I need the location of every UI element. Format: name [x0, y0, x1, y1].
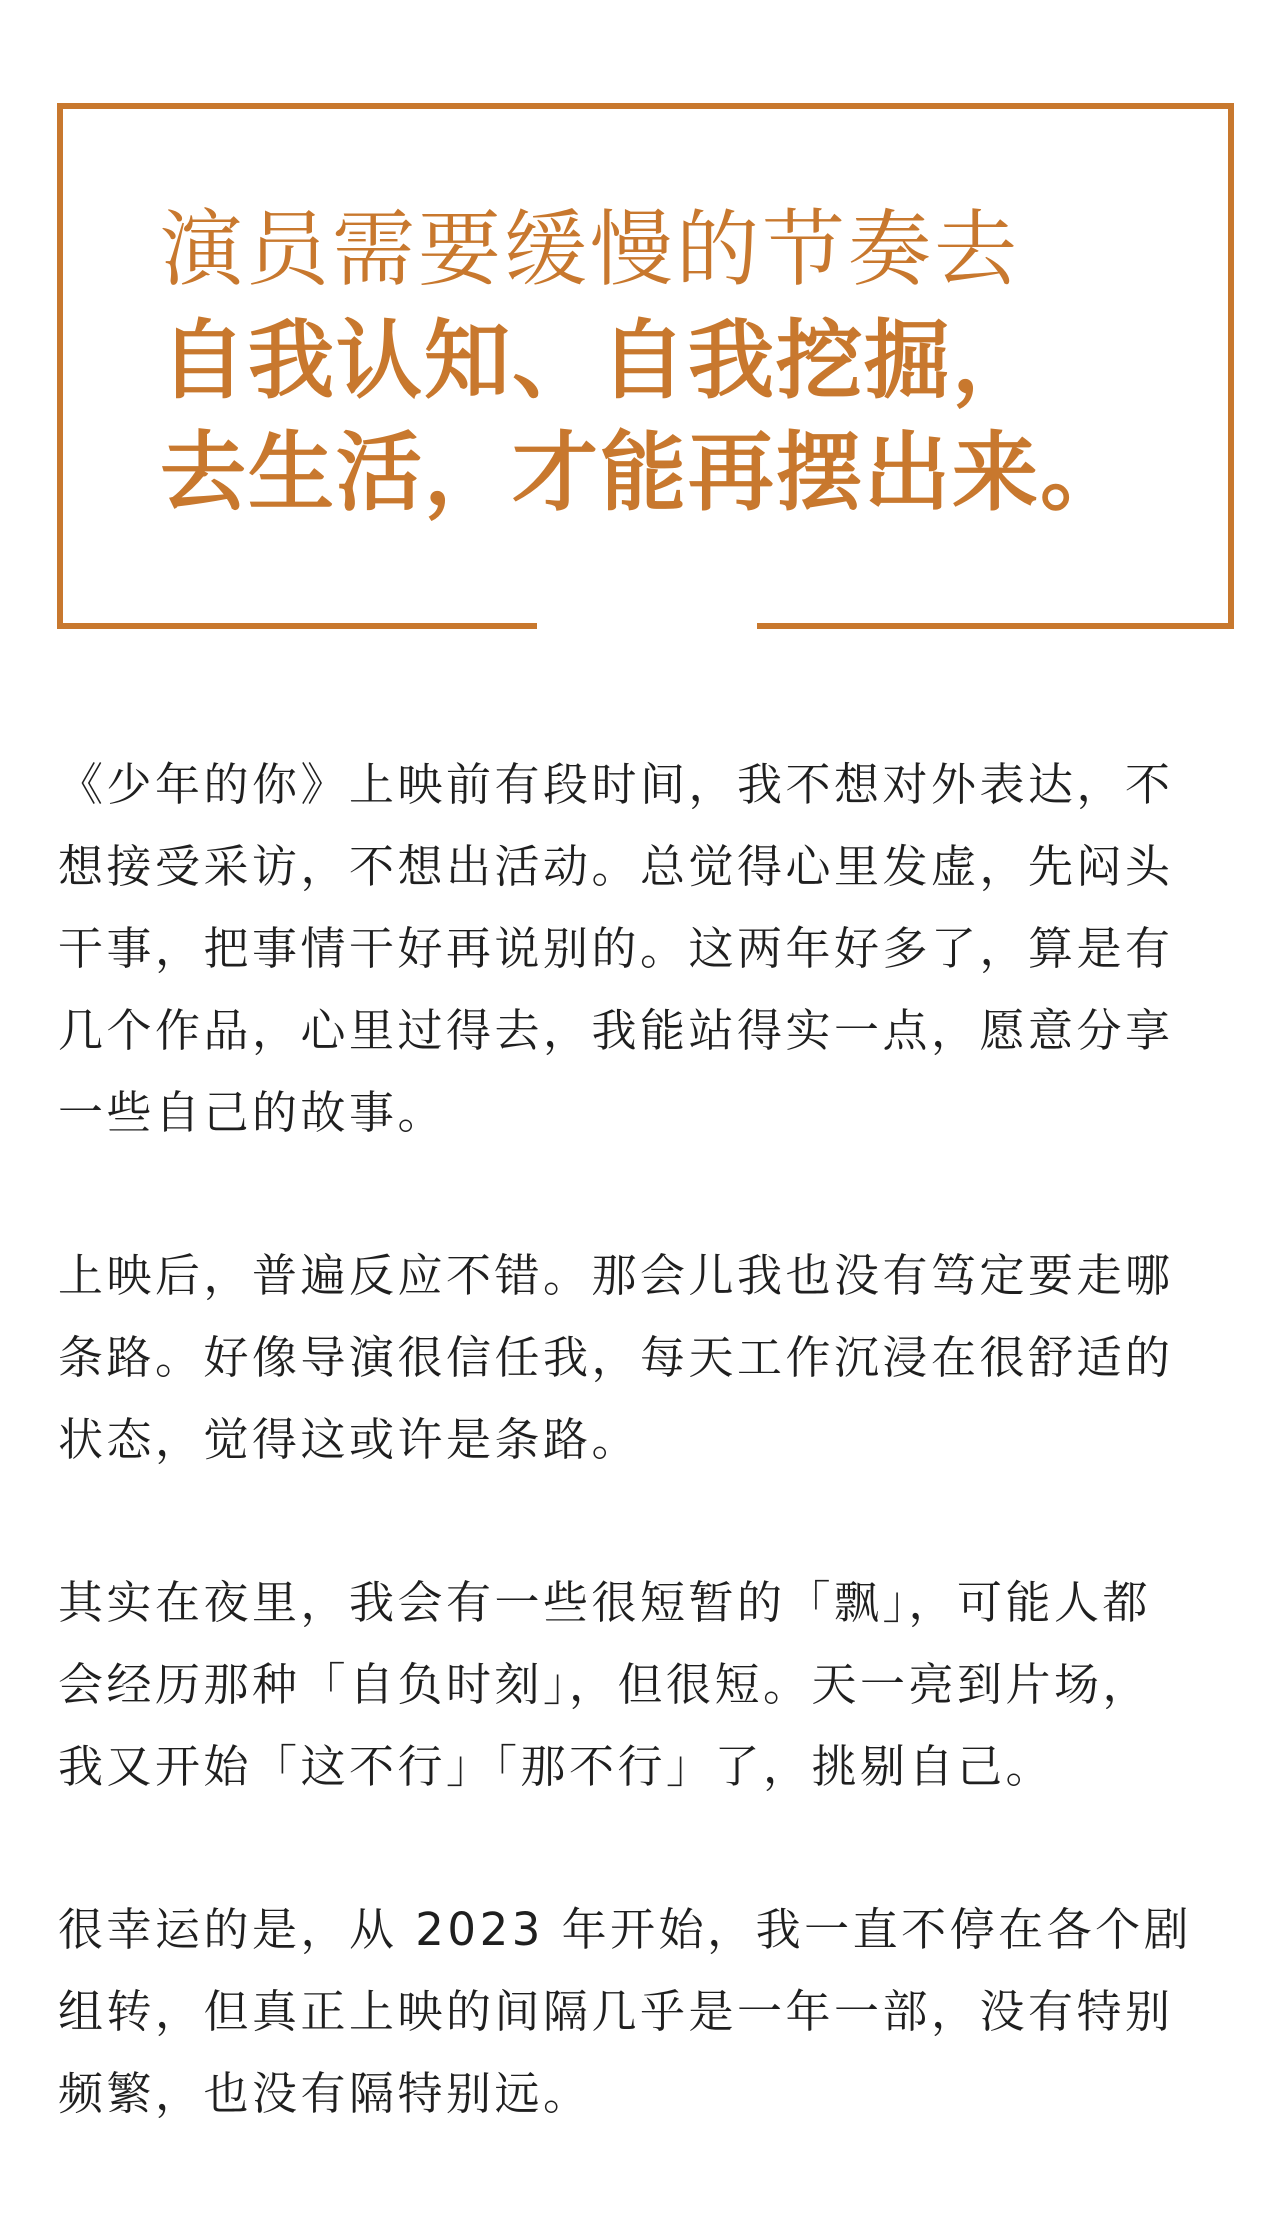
text-line: 《少年的你》上映前有段时间，我不想对外表达，不 [58, 758, 1174, 811]
text-line: 一些自己的故事。 [58, 1086, 447, 1139]
article-body [58, 744, 1238, 2216]
text-line: 想接受采访，不想出活动。总觉得心里发虚，先闷头 [58, 840, 1174, 893]
text-line: 会经历那种「自负时刻」，但很短。天一亮到片场， [58, 1658, 1152, 1711]
text-line: 状态，觉得这或许是条路。 [58, 1413, 641, 1466]
text-line: 上映后，普遍反应不错。那会儿我也没有笃定要走哪 [58, 1249, 1174, 1302]
quote-frame-bottom-right [757, 623, 1234, 629]
paragraph [58, 744, 1238, 1154]
text-line: 干事，把事情干好再说别的。这两年好多了，算是有 [58, 922, 1174, 975]
pull-quote [160, 195, 1180, 529]
quote-frame-top [57, 103, 1234, 109]
text-line: 组转，但真正上映的间隔几乎是一年一部，没有特别 [58, 1985, 1174, 2038]
text-line: 几个作品，心里过得去，我能站得实一点，愿意分享 [58, 1004, 1174, 1057]
paragraph [58, 1889, 1238, 2135]
pull-quote-box [57, 103, 1234, 629]
quote-line-3: 去生活，才能再摆出来。 [160, 423, 1128, 523]
paragraph [58, 1562, 1238, 1808]
quote-frame-bottom-left [57, 623, 537, 629]
text-line: 很幸运的是，从 2023 年开始，我一直不停在各个剧 [58, 1903, 1193, 1956]
quote-frame-right [1228, 103, 1234, 629]
text-line: 条路。好像导演很信任我，每天工作沉浸在很舒适的 [58, 1331, 1174, 1384]
text-line: 其实在夜里，我会有一些很短暂的「飘」，可能人都 [58, 1576, 1152, 1629]
text-line: 频繁，也没有隔特别远。 [58, 2067, 592, 2120]
text-line: 我又开始「这不行」「那不行」了，挑剔自己。 [58, 1740, 1055, 1793]
quote-line-1: 演员需要缓慢的节奏去 [160, 201, 1020, 298]
quote-frame-left [57, 103, 63, 629]
quote-line-2: 自我认知、自我挖掘， [160, 311, 1040, 411]
paragraph [58, 1235, 1238, 1481]
